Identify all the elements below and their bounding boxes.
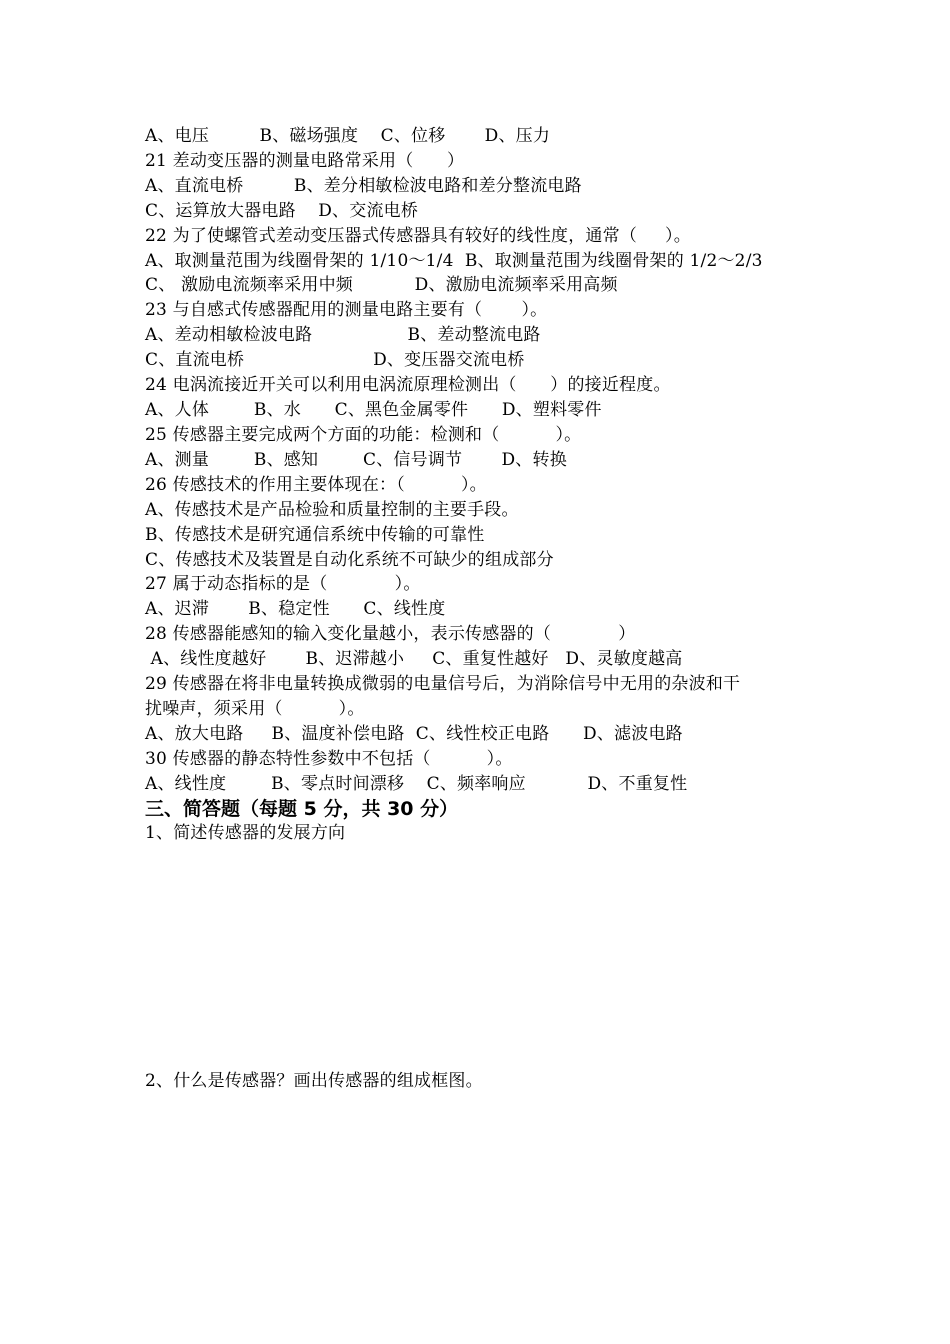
short-answer-question-2: 2、什么是传感器？画出传感器的组成框图。 — [145, 1071, 483, 1091]
option-line-q25: A、测量 B、感知 C、信号调节 D、转换 — [145, 450, 567, 470]
question-28: 28 传感器能感知的输入变化量越小，表示传感器的（ ） — [145, 624, 636, 644]
option-q26-a: A、传感技术是产品检验和质量控制的主要手段。 — [145, 500, 519, 520]
option-line-q29: A、放大电路 B、温度补偿电路 C、线性校正电路 D、滤波电路 — [145, 724, 683, 744]
question-25: 25 传感器主要完成两个方面的功能：检测和（ ）。 — [145, 425, 582, 445]
question-26: 26 传感技术的作用主要体现在：（ ）。 — [145, 475, 487, 495]
option-line-q23-a: A、差动相敏检波电路 B、差动整流电路 — [145, 325, 541, 345]
short-answer-question-1: 1、简述传感器的发展方向 — [145, 823, 346, 843]
question-21: 21 差动变压器的测量电路常采用（ ） — [145, 151, 465, 171]
question-27: 27 属于动态指标的是（ ）。 — [145, 574, 421, 594]
option-line-q23-c: C、直流电桥 D、变压器交流电桥 — [145, 350, 525, 370]
option-line-q24: A、人体 B、水 C、黑色金属零件 D、塑料零件 — [145, 400, 602, 420]
question-23: 23 与自感式传感器配用的测量电路主要有（ ）。 — [145, 300, 548, 320]
option-line-q22-c: C、 激励电流频率采用中频 D、激励电流频率采用高频 — [145, 275, 618, 295]
question-29-line2: 扰噪声，须采用（ ）。 — [145, 699, 365, 719]
option-q26-b: B、传感技术是研究通信系统中传输的可靠性 — [145, 525, 485, 545]
option-line-q30: A、线性度 B、零点时间漂移 C、频率响应 D、不重复性 — [145, 774, 688, 794]
question-24: 24 电涡流接近开关可以利用电涡流原理检测出（ ）的接近程度。 — [145, 375, 671, 395]
option-q26-c: C、传感技术及装置是自动化系统不可缺少的组成部分 — [145, 550, 554, 570]
option-line-q27: A、迟滞 B、稳定性 C、线性度 — [145, 599, 446, 619]
option-line-q21-a: A、直流电桥 B、差分相敏检波电路和差分整流电路 — [145, 176, 582, 196]
option-line-q22-a: A、取测量范围为线圈骨架的 1/10～1/4 B、取测量范围为线圈骨架的 1/2～2/3 — [145, 251, 763, 271]
option-line-q28: A、线性度越好 B、迟滞越小 C、重复性越好 D、灵敏度越高 — [145, 649, 683, 669]
question-30: 30 传感器的静态特性参数中不包括（ ）。 — [145, 749, 513, 769]
section-heading-short-answer: 三、简答题（每题 5 分，共 30 分） — [145, 798, 459, 820]
option-line-q21-c: C、运算放大器电路 D、交流电桥 — [145, 201, 419, 221]
question-29-line1: 29 传感器在将非电量转换成微弱的电量信号后，为消除信号中无用的杂波和干 — [145, 674, 741, 694]
option-line-q20: A、电压 B、磁场强度 C、位移 D、压力 — [145, 126, 551, 146]
question-22: 22 为了使螺管式差动变压器式传感器具有较好的线性度，通常（ ）。 — [145, 226, 691, 246]
